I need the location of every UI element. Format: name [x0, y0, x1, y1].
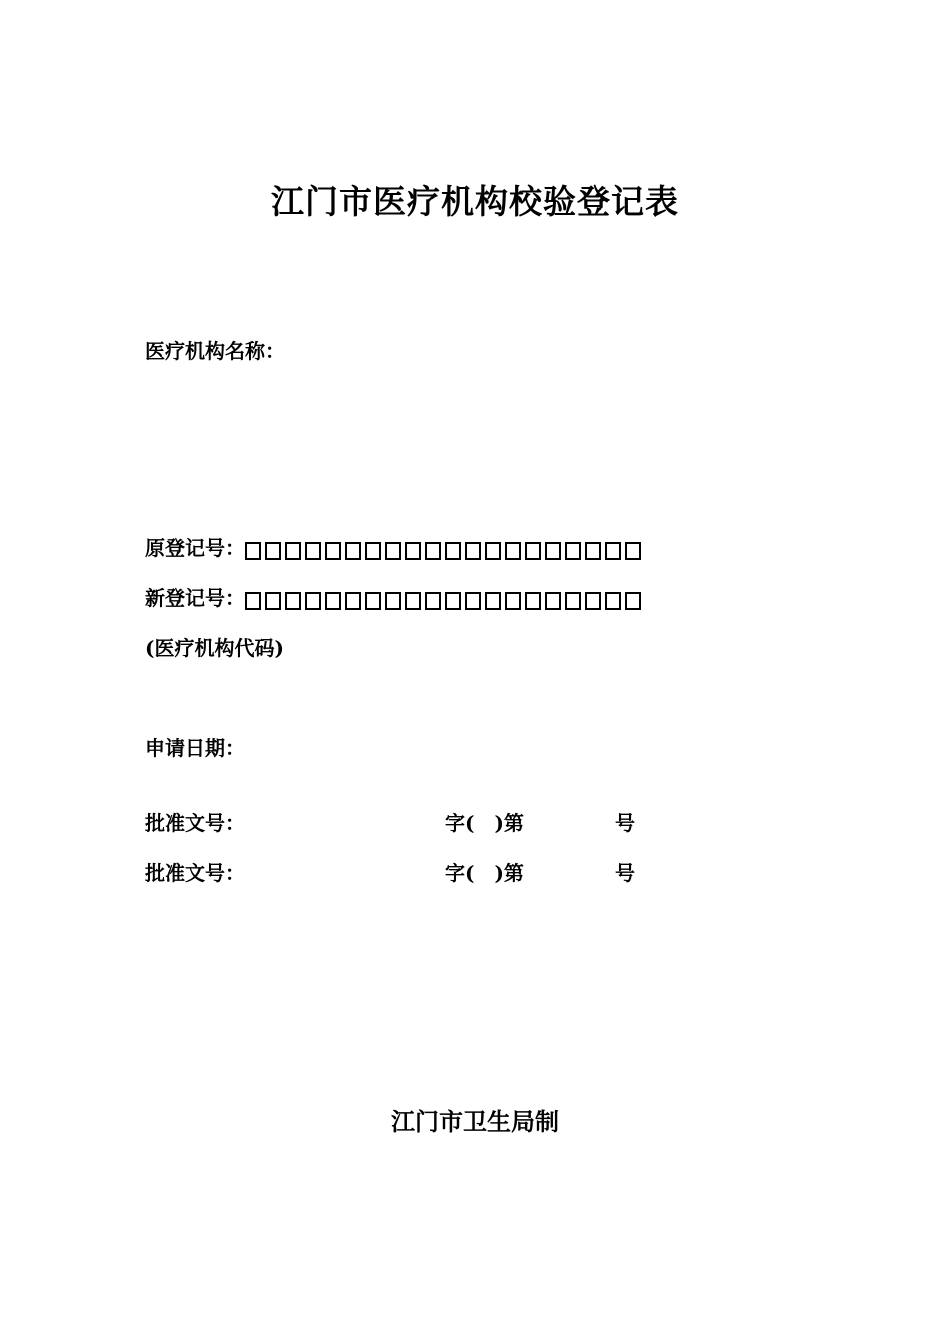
reg-digit-box: [625, 592, 641, 610]
reg-digit-box: [305, 592, 321, 610]
footer-issuer: 江门市卫生局制: [391, 1107, 559, 1136]
reg-digit-box: [265, 592, 281, 610]
reg-digit-box: [345, 542, 361, 560]
reg-digit-box: [565, 592, 581, 610]
reg-digit-box: [325, 592, 341, 610]
institution-name-label: 医疗机构名称：: [145, 339, 285, 363]
reg-digit-box: [445, 592, 461, 610]
new-reg-row: [145, 584, 645, 612]
approval-zi: 字( )第: [445, 861, 524, 885]
reg-digit-box: [245, 542, 261, 560]
new-reg-boxes: [245, 584, 645, 612]
reg-digit-box: [505, 592, 521, 610]
reg-digit-box: [605, 542, 621, 560]
approval-zi: 字( )第: [445, 811, 524, 835]
reg-digit-box: [465, 592, 481, 610]
reg-digit-box: [365, 542, 381, 560]
page-title: 江门市医疗机构校验登记表: [271, 182, 679, 221]
reg-digit-box: [465, 542, 481, 560]
reg-digit-box: [545, 542, 561, 560]
reg-digit-box: [265, 542, 281, 560]
reg-digit-box: [285, 542, 301, 560]
approval-hao: 号: [615, 811, 635, 835]
reg-digit-box: [525, 592, 541, 610]
reg-digit-box: [505, 542, 521, 560]
reg-digit-box: [425, 542, 441, 560]
reg-digit-box: [385, 592, 401, 610]
new-reg-label: 新登记号：: [145, 586, 245, 610]
reg-digit-box: [585, 592, 601, 610]
original-reg-label: 原登记号：: [145, 536, 245, 560]
reg-digit-box: [365, 592, 381, 610]
reg-digit-box: [325, 542, 341, 560]
approval-hao: 号: [615, 861, 635, 885]
reg-digit-box: [245, 592, 261, 610]
reg-digit-box: [545, 592, 561, 610]
reg-digit-box: [305, 542, 321, 560]
reg-digit-box: [385, 542, 401, 560]
reg-digit-box: [585, 542, 601, 560]
reg-digit-box: [285, 592, 301, 610]
reg-digit-box: [445, 542, 461, 560]
reg-digit-box: [405, 542, 421, 560]
reg-digit-box: [625, 542, 641, 560]
reg-digit-box: [485, 542, 501, 560]
reg-digit-box: [425, 592, 441, 610]
approval-label: 批准文号：: [145, 861, 245, 885]
reg-digit-box: [565, 542, 581, 560]
original-reg-boxes: [245, 534, 645, 562]
institution-code-note: (医疗机构代码): [145, 636, 284, 660]
reg-digit-box: [345, 592, 361, 610]
apply-date-label: 申请日期：: [145, 736, 245, 760]
reg-digit-box: [405, 592, 421, 610]
original-reg-row: [145, 534, 645, 562]
reg-digit-box: [485, 592, 501, 610]
reg-digit-box: [525, 542, 541, 560]
approval-label: 批准文号：: [145, 811, 245, 835]
reg-digit-box: [605, 592, 621, 610]
